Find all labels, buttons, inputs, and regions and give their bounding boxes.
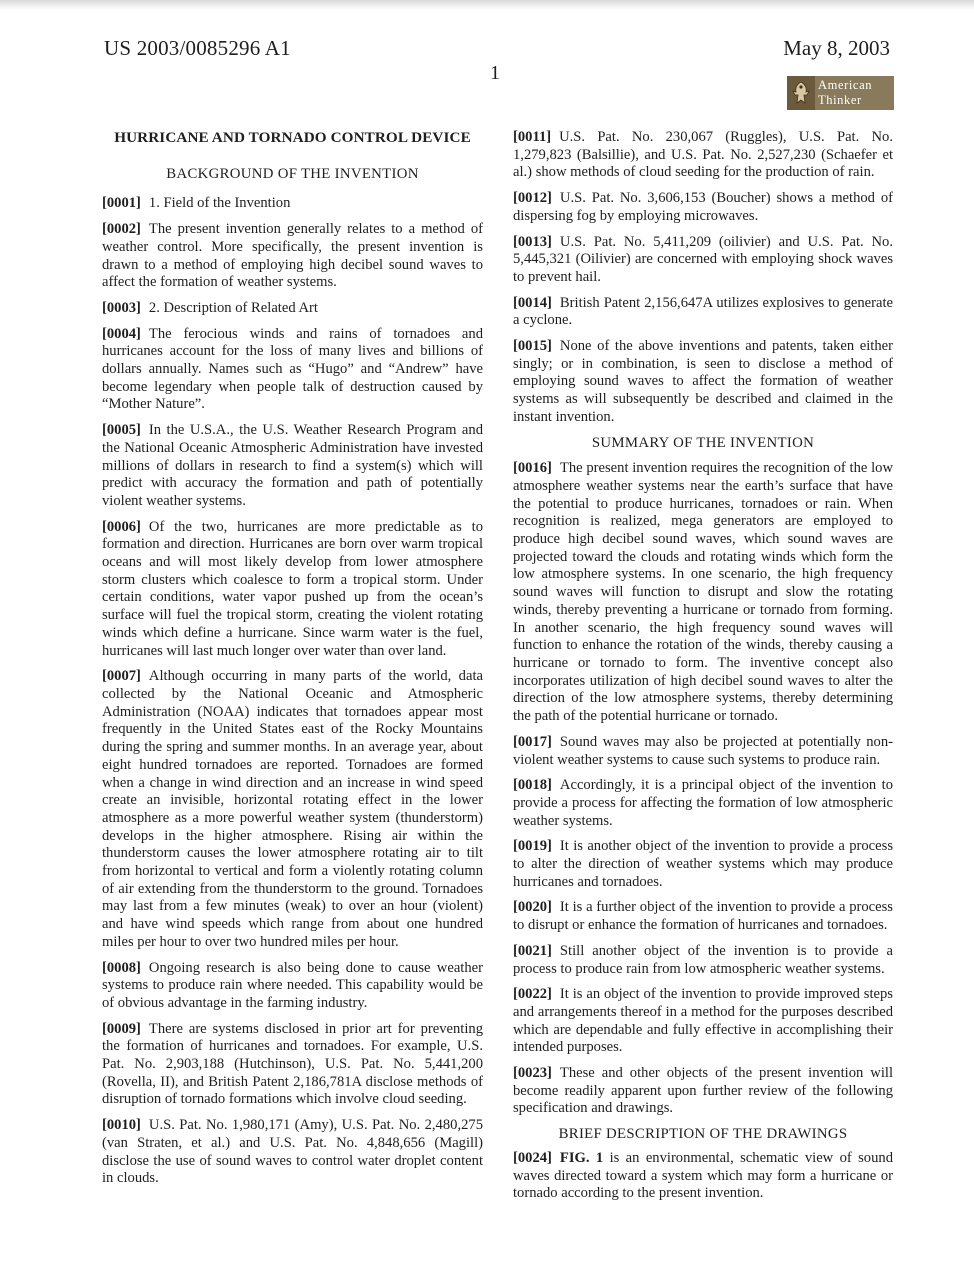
logo-line2: Thinker [818, 93, 862, 107]
paragraph-0023 [513, 1065, 893, 1118]
paragraph-text: Although occurring in many parts of the world, data collected by the National Oceanic and Atmospheric Administration (NOAA) indicates that tornadoes appear most frequently in the United States east of the Rocky Mountains during the spring and summer months. In an average year, about eight hundred tornadoes are reported. Tornadoes are formed when a change in wind direction and an increase in wind speed create an invisible, horizontal rotating effect in the lower atmosphere as a more powerful weather system (thunderstorm) develops in the higher atmosphere. Rising air within the thunderstorm causes the lower atmosphere rotating air to tilt from horizontal to vertical and form a violently rotating column of air extending from the thunderstorm to the ground. Tornadoes may last from a few minutes (weak) to over an hour (violent) and have wind speeds which range from about one hundred miles per hour to over two hundred miles per hour. [102, 668, 483, 950]
paragraph-0005 [102, 422, 483, 511]
paragraph-0015 [513, 338, 893, 427]
paragraph-0003 [102, 300, 483, 318]
publication-date: May 8, 2003 [783, 36, 890, 60]
heading-background: BACKGROUND OF THE INVENTION [166, 165, 419, 182]
paragraph-number: [0007] [102, 668, 141, 685]
paragraph-0022 [513, 986, 893, 1057]
paragraph-number: [0014] [513, 294, 552, 311]
paragraph-text: None of the above inventions and patents, taken either singly; or in combination, is seen to disclose a method of employing sound waves to affect the formation of weather systems as will subsequently be described and claimed in the instant invention. [513, 338, 893, 425]
paragraph-0009 [102, 1021, 483, 1110]
paragraph-0020 [513, 899, 893, 934]
paragraph-0011 [513, 129, 893, 182]
paragraph-number: [0011] [513, 129, 552, 145]
paragraph-number: [0018] [513, 777, 552, 794]
paragraph-0002 [102, 221, 483, 292]
paragraph-text: It is another object of the invention to provide a process to alter the direction of weather systems which may produce hurricanes and tornadoes. [513, 838, 893, 890]
paragraph-text: The present invention requires the recognition of the low atmosphere weather systems near the earth’s surface that have the potential to produce hurricanes, tornadoes or rain. When recognition is realized, mega generators are employed to produce high decibel sound waves, which sound waves are projected toward the clouds and rotating winds which form the low atmosphere systems. In one scenario, the high frequency sound waves will function to disrupt and slow the rotating winds, thereby preventing a hurricane or tornado from forming. In another scenario, the high frequency sound waves will function to enhance the rotation of the winds, thereby causing a hurricane or tornado to form. The inventive concept also incorporates utilization of high decibel sound waves to alter the direction of the low atmosphere systems, thereby determining the path of the potential hurricane or tornado. [513, 460, 893, 725]
paragraph-number: [0019] [513, 838, 552, 855]
paragraph-text: British Patent 2,156,647A utilizes explosives to generate a cyclone. [513, 294, 893, 329]
paragraph-text: U.S. Pat. No. 5,411,209 (oilivier) and U.S. Pat. No. 5,445,321 (Oilivier) are concerned with employing shock waves to prevent hail. [513, 233, 893, 285]
paragraph-text: There are systems disclosed in prior art for preventing the formation of hurricanes and tornadoes. For example, U.S. Pat. No. 2,903,188 (Hutchinson), U.S. Pat. No. 5,441,200 (Rovella, II), and British Patent 2,186,781A disclose methods of disruption of tornado formations which involve cloud seeding. [102, 1020, 483, 1108]
paragraph-number: [0016] [513, 460, 552, 477]
paragraph-0016 [513, 460, 893, 726]
paragraph-number: [0004] [102, 325, 141, 342]
paragraph-0012 [513, 190, 893, 225]
paragraph-number: [0022] [513, 986, 552, 1003]
left-column [102, 129, 483, 1196]
paragraph-text: In the U.S.A., the U.S. Weather Research Program and the National Oceanic Atmospheric Administration have invested millions of dollars in research to find a system(s) which will predict with accuracy the formation and path of potentially violent weather systems. [102, 422, 483, 509]
paragraph-number: [0024] [513, 1149, 552, 1166]
paragraph-0014 [513, 295, 893, 330]
paragraph-text: The ferocious winds and rains of tornadoes and hurricanes account for the loss of many lives and billions of dollars annually. Names such as “Hugo” and “Andrew” have become legendary when people talk of destruction caused by “Mother Nature”. [102, 325, 483, 413]
paragraph-number: [0009] [102, 1020, 141, 1037]
paragraph-0024 [513, 1150, 893, 1203]
paragraph-number: [0001] [102, 195, 141, 212]
logo-line1: American [818, 78, 873, 92]
paragraph-number: [0020] [513, 899, 552, 916]
heading-summary: SUMMARY OF THE INVENTION [591, 434, 815, 451]
paragraph-0007 [102, 668, 483, 951]
paragraph-text: U.S. Pat. No. 1,980,171 (Amy), U.S. Pat. No. 2,480,275 (van Straten, et al.) and U.S. Pat. No. 4,848,656 (Magill) disclose the use of sound waves to control water droplet content in clouds. [102, 1117, 483, 1187]
american-thinker-logo[interactable] [787, 76, 894, 110]
paragraph-number: [0023] [513, 1065, 552, 1082]
paragraph-number: [0013] [513, 233, 552, 250]
paragraph-text: Still another object of the invention is to provide a process to produce rain from low atmospheric weather systems. [513, 942, 893, 977]
page-top-shadow [0, 0, 974, 10]
paragraph-0021 [513, 943, 893, 978]
paragraph-number: [0021] [513, 942, 552, 959]
paragraph-0017 [513, 734, 893, 769]
paragraph-number: [0003] [102, 299, 141, 316]
page-number: 1 [490, 62, 500, 84]
paragraph-text: 2. Description of Related Art [148, 299, 318, 316]
paragraph-number: [0015] [513, 338, 552, 355]
paragraph-text: 1. Field of the Invention [148, 195, 291, 212]
paragraph-text: U.S. Pat. No. 230,067 (Ruggles), U.S. Pat. No. 1,279,823 (Balsillie), and U.S. Pat. No. 2,527,230 (Schaefer et al.) show methods of cloud seeding for the production of rain. [513, 129, 893, 181]
paragraph-text: The present invention generally relates to a method of weather control. More specifically, the present invention is drawn to a method of employing high decibel sound waves to affect the formation of weather systems. [102, 221, 483, 291]
paragraph-text: These and other objects of the present invention will become readily apparent upon further review of the following specification and drawings. [513, 1065, 893, 1117]
paragraph-0004 [102, 326, 483, 415]
paragraph-0019 [513, 838, 893, 891]
paragraph-number: [0010] [102, 1117, 141, 1134]
publication-number: US 2003/0085296 A1 [104, 36, 291, 60]
eagle-icon [787, 76, 815, 110]
paragraph-text: is an environmental, schematic view of sound waves directed toward a system which may form a hurricane or tornado according to the present invention. [513, 1149, 893, 1202]
paragraph-number: [0002] [102, 221, 141, 238]
paragraph-text: It is a further object of the invention to provide a process to disrupt or enhance the formation of hurricanes and tornadoes. [513, 899, 893, 934]
paragraph-text: Accordingly, it is a principal object of the invention to provide a process for affecting the formation of low atmospheric weather systems. [513, 777, 893, 829]
paragraph-0008 [102, 960, 483, 1013]
right-column [513, 129, 893, 1211]
paragraph-text: Of the two, hurricanes are more predictable as to formation and direction. Hurricanes are born over warm tropical oceans and will most likely develop from lower atmosphere storm clusters which coalesce to form a tropical storm. Under certain conditions, water vapor pushed up from the ocean’s surface will fuel the tropical storm, creating the violent rotating winds which define a hurricane. Since warm water is the fuel, hurricanes will last much longer over water than over land. [102, 518, 483, 659]
paragraph-text: Ongoing research is also being done to cause weather systems to produce rain where needed. This capability would be of obvious advantage in the farming industry. [102, 959, 483, 1011]
paragraph-0013 [513, 234, 893, 287]
logo-wordmark [815, 76, 894, 110]
paragraph-number: [0005] [102, 422, 141, 439]
paragraph-text: It is an object of the invention to provide improved steps and arrangements thereof in a method for the purposes described which are dependable and fully effective in accomplishing their intended purposes. [513, 986, 893, 1056]
document-title: HURRICANE AND TORNADO CONTROL DEVICE [114, 129, 471, 146]
paragraph-text: U.S. Pat. No. 3,606,153 (Boucher) shows a method of dispersing fog by employing microwaves. [513, 190, 893, 224]
paragraph-number: [0006] [102, 518, 141, 535]
paragraph-0010 [102, 1117, 483, 1188]
paragraph-0018 [513, 777, 893, 830]
figure-reference: FIG. 1 [559, 1149, 604, 1166]
paragraph-number: [0012] [513, 190, 552, 207]
paragraph-number: [0008] [102, 959, 141, 976]
paragraph-0006 [102, 519, 483, 661]
paragraph-text: Sound waves may also be projected at potentially non-violent weather systems to cause such systems to produce rain. [513, 733, 893, 768]
paragraph-0001 [102, 195, 483, 213]
paragraph-number: [0017] [513, 733, 552, 750]
heading-drawings: BRIEF DESCRIPTION OF THE DRAWINGS [558, 1126, 848, 1143]
